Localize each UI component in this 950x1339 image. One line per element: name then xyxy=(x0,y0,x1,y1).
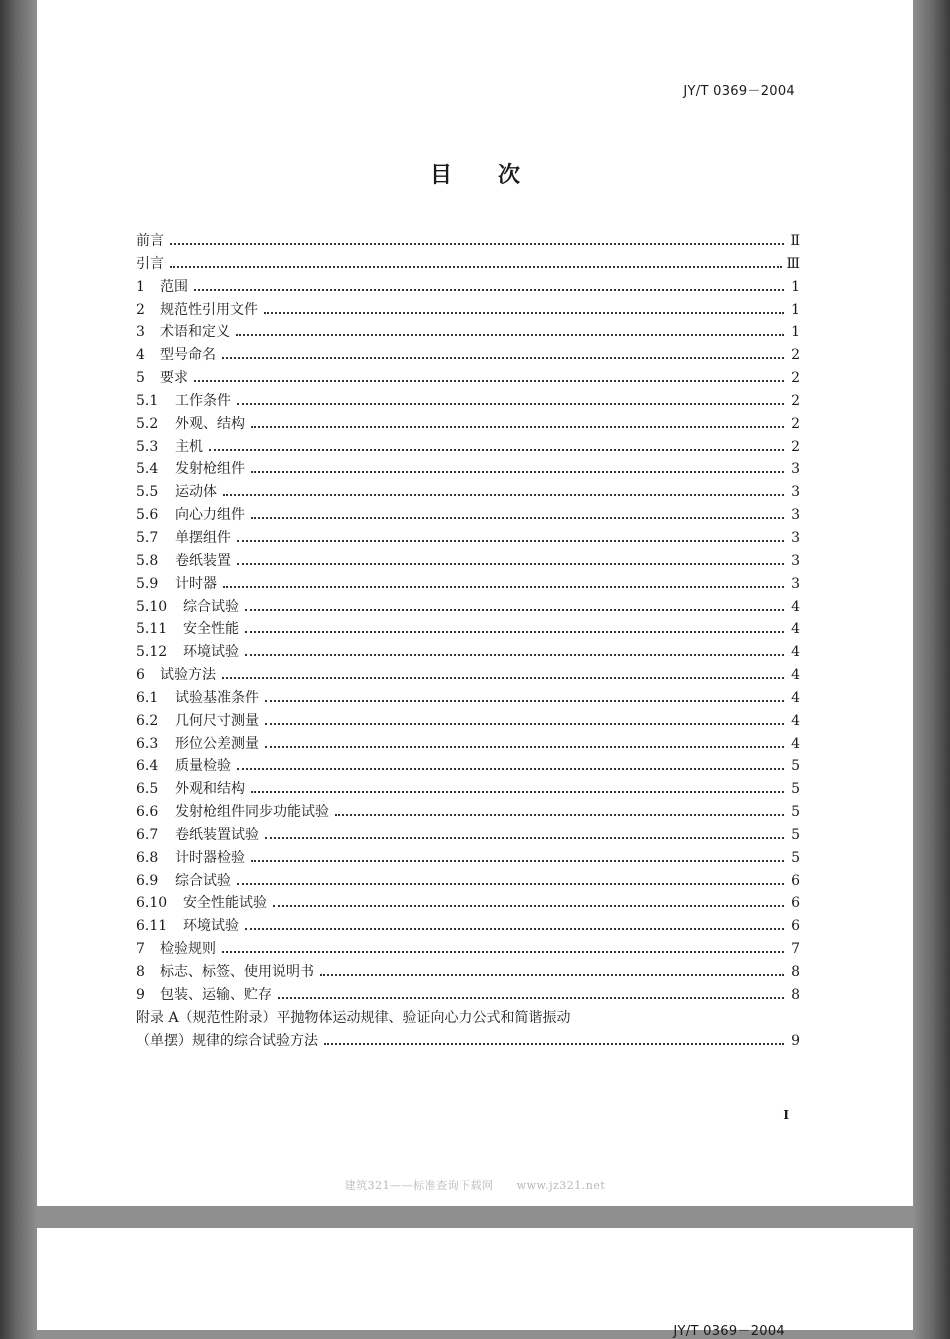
toc-entry[interactable] xyxy=(136,847,800,870)
toc-number: 6.11 xyxy=(136,918,168,935)
toc-label: 安全性能试验 xyxy=(183,895,267,912)
toc-page: 9 xyxy=(791,1032,800,1049)
toc-page: 5 xyxy=(791,849,800,866)
toc-leader xyxy=(209,448,784,451)
page-title: 目次 xyxy=(429,163,566,188)
toc-entry[interactable] xyxy=(136,299,800,322)
toc-label: 环境试验 xyxy=(183,918,239,935)
toc-entry[interactable] xyxy=(136,550,800,573)
toc-page: 8 xyxy=(791,986,800,1003)
toc-number: 5.10 xyxy=(136,598,168,615)
toc-leader xyxy=(237,882,784,885)
toc-entry[interactable] xyxy=(136,481,800,504)
toc-number: 5.6 xyxy=(136,507,159,524)
toc-number: 5.12 xyxy=(136,644,168,661)
toc-number: 5 xyxy=(136,370,145,387)
toc-entry[interactable] xyxy=(136,413,800,436)
toc-leader xyxy=(170,242,784,245)
toc-leader xyxy=(245,927,784,930)
toc-page: 5 xyxy=(791,781,800,798)
toc-page: 6 xyxy=(791,872,800,889)
toc-label: 工作条件 xyxy=(175,392,231,409)
toc-number: 6.3 xyxy=(136,735,159,752)
toc-page: 2 xyxy=(791,347,800,364)
toc-entry[interactable] xyxy=(136,664,800,687)
toc-number: 5.3 xyxy=(136,438,159,455)
toc-leader xyxy=(320,973,784,976)
toc-leader xyxy=(264,311,784,314)
toc-page: 2 xyxy=(791,392,800,409)
toc-number: 5.4 xyxy=(136,461,159,478)
toc-leader xyxy=(222,950,784,953)
toc-entry[interactable] xyxy=(136,458,800,481)
toc-entry[interactable] xyxy=(136,710,800,733)
toc-page: 4 xyxy=(791,735,800,752)
toc-number: 4 xyxy=(136,347,145,364)
toc-number: 6 xyxy=(136,667,145,684)
toc-leader xyxy=(236,333,784,336)
toc-leader xyxy=(237,767,784,770)
toc-label: 主机 xyxy=(175,438,203,455)
toc-entry[interactable] xyxy=(136,504,800,527)
toc-page: 5 xyxy=(791,804,800,821)
toc-appendix-line2: （单摆）规律的综合试验方法 xyxy=(136,1032,318,1049)
toc-page: 4 xyxy=(791,644,800,661)
toc-entry[interactable] xyxy=(136,733,800,756)
toc-label: 试验基准条件 xyxy=(175,689,259,706)
toc-leader xyxy=(265,745,784,748)
toc-label: 运动体 xyxy=(175,484,217,501)
toc-number: 9 xyxy=(136,986,145,1003)
toc-entry[interactable] xyxy=(136,573,800,596)
toc-leader xyxy=(251,470,784,473)
toc-label: 环境试验 xyxy=(183,644,239,661)
toc-leader xyxy=(222,676,784,679)
toc-entry[interactable] xyxy=(136,344,800,367)
page-number: I xyxy=(783,1108,789,1122)
toc-page: 2 xyxy=(791,415,800,432)
toc-number: 6.2 xyxy=(136,712,159,729)
toc-leader xyxy=(237,562,784,565)
toc-entry[interactable] xyxy=(136,755,800,778)
toc-number: 2 xyxy=(136,301,145,318)
toc-entry[interactable] xyxy=(136,618,800,641)
toc-number: 6.5 xyxy=(136,781,159,798)
toc-entry[interactable] xyxy=(136,915,800,938)
toc-label: 发射枪组件同步功能试验 xyxy=(175,804,329,821)
toc-page: 3 xyxy=(791,552,800,569)
toc-page: 1 xyxy=(791,278,800,295)
toc-page: 4 xyxy=(791,689,800,706)
toc-leader xyxy=(335,813,784,816)
toc-page: 4 xyxy=(791,667,800,684)
toc-entry[interactable] xyxy=(136,892,800,915)
toc-label: 计时器检验 xyxy=(175,849,245,866)
toc-number: 6.10 xyxy=(136,895,168,912)
toc-label: 单摆组件 xyxy=(175,529,231,546)
toc-entry[interactable] xyxy=(136,870,800,893)
toc-leader xyxy=(278,996,784,999)
toc-label: 发射枪组件 xyxy=(175,461,245,478)
toc-appendix-continuation[interactable] xyxy=(136,1030,800,1053)
toc-page: 7 xyxy=(791,941,800,958)
toc-leader xyxy=(194,379,784,382)
toc-entry[interactable] xyxy=(136,778,800,801)
toc-page: 5 xyxy=(791,826,800,843)
toc-leader xyxy=(324,1042,784,1045)
toc-leader xyxy=(194,288,784,291)
toc-leader xyxy=(265,836,784,839)
toc-appendix-title[interactable] xyxy=(136,1007,800,1030)
toc-label: 质量检验 xyxy=(175,758,231,775)
toc-entry[interactable] xyxy=(136,641,800,664)
toc-page: 4 xyxy=(791,598,800,615)
toc-label: 范围 xyxy=(160,278,188,295)
toc-label: 形位公差测量 xyxy=(175,735,259,752)
standard-code: JY/T 0369－2004 xyxy=(683,84,795,99)
toc-number: 6.8 xyxy=(136,849,159,866)
toc-label: 安全性能 xyxy=(183,621,239,638)
toc-leader xyxy=(265,699,784,702)
toc-label: 型号命名 xyxy=(160,347,216,364)
toc-page: 2 xyxy=(791,438,800,455)
toc-label: 检验规则 xyxy=(160,941,216,958)
toc-entry[interactable] xyxy=(136,436,800,459)
toc-label: 卷纸装置试验 xyxy=(175,826,259,843)
toc-leader xyxy=(222,356,784,359)
document-page-1 xyxy=(37,0,913,1206)
toc-leader xyxy=(237,539,784,542)
toc-page: 1 xyxy=(791,301,800,318)
toc-leader xyxy=(245,608,784,611)
toc-number: 6.4 xyxy=(136,758,159,775)
toc-entry[interactable] xyxy=(136,527,800,550)
toc-number: 6.1 xyxy=(136,689,159,706)
toc-leader xyxy=(265,722,784,725)
toc-entry[interactable] xyxy=(136,824,800,847)
toc-leader xyxy=(251,516,784,519)
toc-label: 标志、标签、使用说明书 xyxy=(160,964,314,980)
toc-number: 6.6 xyxy=(136,804,159,821)
toc-page: 8 xyxy=(791,964,800,980)
toc-page: 3 xyxy=(791,529,800,546)
toc-label: 卷纸装置 xyxy=(175,552,231,569)
toc-label: 外观和结构 xyxy=(175,781,245,798)
toc-label: 前言 xyxy=(136,233,164,249)
toc-number: 5.7 xyxy=(136,529,159,546)
toc-number: 1 xyxy=(136,278,145,295)
toc-number: 8 xyxy=(136,964,145,980)
watermark-text: 建筑321——标准查询下载网 www.jz321.net xyxy=(344,1179,606,1192)
toc-page: 2 xyxy=(791,370,800,387)
toc-entry[interactable] xyxy=(136,367,800,390)
toc-leader xyxy=(251,425,784,428)
toc-leader xyxy=(223,585,784,588)
toc-leader xyxy=(237,402,784,405)
toc-page: 3 xyxy=(791,575,800,592)
toc-page: 6 xyxy=(791,895,800,912)
toc-leader xyxy=(251,859,784,862)
toc-leader xyxy=(245,653,784,656)
toc-page: 1 xyxy=(791,324,800,341)
toc-number: 5.1 xyxy=(136,392,159,409)
toc-entry[interactable] xyxy=(136,276,800,299)
toc-number: 5.5 xyxy=(136,484,159,501)
toc-label: 外观、结构 xyxy=(175,415,245,432)
toc-label: 计时器 xyxy=(175,575,217,592)
toc-number: 7 xyxy=(136,941,145,958)
toc-page: 5 xyxy=(791,758,800,775)
toc-leader xyxy=(273,904,784,907)
toc-entry[interactable] xyxy=(136,687,800,710)
standard-code: JY/T 0369－2004 xyxy=(673,1324,785,1339)
toc-label: 要求 xyxy=(160,370,188,387)
toc-entry[interactable] xyxy=(136,390,800,413)
toc-page: 6 xyxy=(791,918,800,935)
toc-leader xyxy=(245,630,784,633)
toc-page: Ⅲ xyxy=(786,255,800,272)
toc-label: 术语和定义 xyxy=(160,324,230,341)
document-page-2 xyxy=(37,1228,913,1339)
toc-label: 引言 xyxy=(136,255,164,272)
toc-label: 试验方法 xyxy=(160,667,216,684)
toc-number: 6.9 xyxy=(136,872,159,889)
toc-page: 3 xyxy=(791,507,800,524)
toc-entry[interactable] xyxy=(136,938,800,961)
toc-entry[interactable] xyxy=(136,321,800,344)
toc-page: 3 xyxy=(791,461,800,478)
toc-page: 4 xyxy=(791,621,800,638)
toc-entry[interactable] xyxy=(136,596,800,619)
toc-number: 5.11 xyxy=(136,621,168,638)
toc-number: 3 xyxy=(136,324,145,341)
toc-entry[interactable] xyxy=(136,984,800,1007)
toc-number: 6.7 xyxy=(136,826,159,843)
toc-number: 5.8 xyxy=(136,552,159,569)
toc-label: 综合试验 xyxy=(183,598,239,615)
toc-leader xyxy=(170,265,782,268)
toc-label: 综合试验 xyxy=(175,872,231,889)
toc-number: 5.9 xyxy=(136,575,159,592)
toc-page: 3 xyxy=(791,484,800,501)
toc-appendix-line1: 附录 A（规范性附录）平抛物体运动规律、验证向心力公式和简谐振动 xyxy=(136,1009,571,1026)
table-of-contents xyxy=(136,230,800,1052)
toc-label: 规范性引用文件 xyxy=(160,301,258,318)
toc-entry[interactable] xyxy=(136,961,800,984)
toc-label: 几何尺寸测量 xyxy=(175,712,259,729)
toc-leader xyxy=(223,493,784,496)
toc-label: 包装、运输、贮存 xyxy=(160,986,272,1003)
toc-entry[interactable] xyxy=(136,253,800,276)
toc-page: Ⅱ xyxy=(790,233,800,249)
toc-number: 5.2 xyxy=(136,415,159,432)
toc-entry[interactable] xyxy=(136,801,800,824)
toc-label: 向心力组件 xyxy=(175,507,245,524)
toc-entry[interactable] xyxy=(136,230,800,253)
toc-page: 4 xyxy=(791,712,800,729)
toc-leader xyxy=(251,790,784,793)
